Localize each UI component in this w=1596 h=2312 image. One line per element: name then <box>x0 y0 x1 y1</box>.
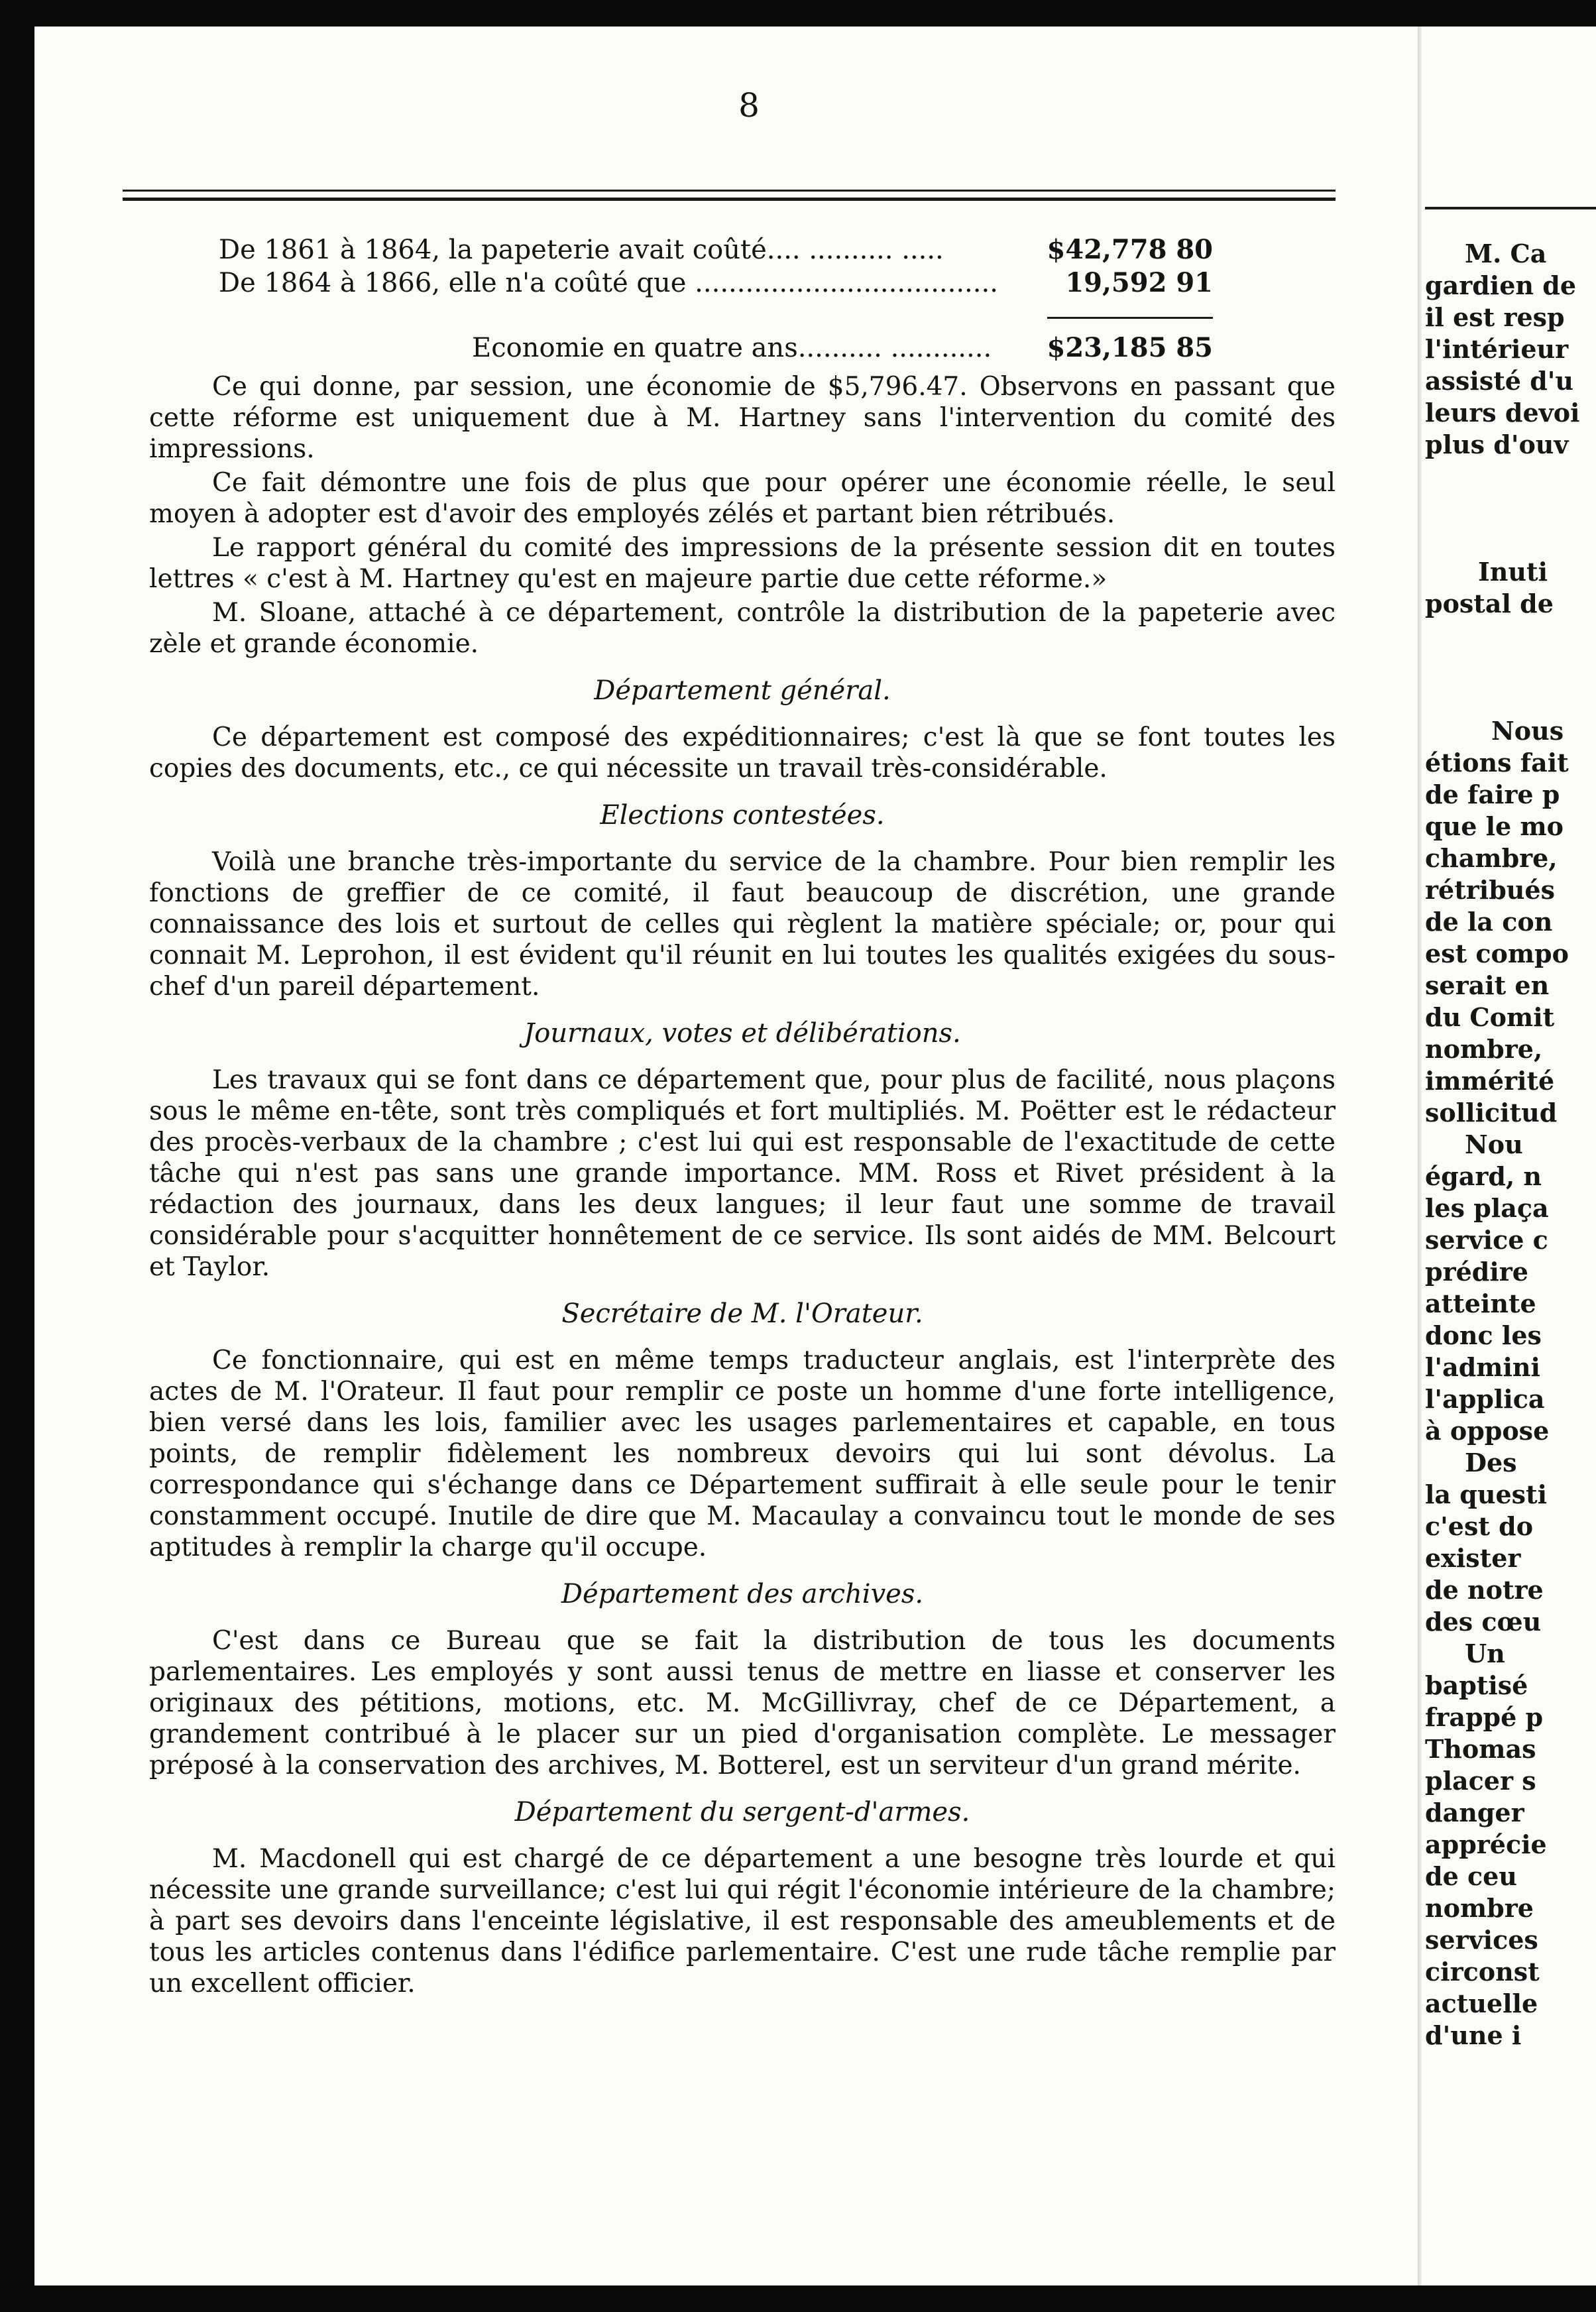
section-heading: Département des archives. <box>561 1579 924 1609</box>
facing-page-text-line: apprécie <box>1425 1829 1547 1859</box>
paragraph: M. Sloane, attaché à ce département, contrôle la distribution de la papeterie avec zèle et grande économie. <box>149 598 1336 659</box>
paragraph: Ce fonctionnaire, qui est en même temps traducteur anglais, est l'interprète des actes de M. l'Orateur. Il faut pour remplir ce poste un homme d'une forte intelligence, bien versé dans les lois, familier avec les usages parlementaires et capable, en tous points, de remplir fidèlement les nombreux devoirs qui lui sont dévolus. La correspondance qui s'échange dans ce Département suffirait à elle seule pour le tenir constamment occupé. Inutile de dire que M. Macaulay a convaincu tout le monde de ses aptitudes à remplir la charge qu'il occupe. <box>149 1346 1336 1562</box>
facing-page-text-line: baptisé <box>1425 1670 1528 1700</box>
facing-page-text-line: Thomas <box>1425 1734 1536 1764</box>
facing-page-text-line: serait en <box>1425 970 1550 1000</box>
facing-page-text-line: Inuti <box>1478 557 1548 587</box>
facing-page-text-line: immérité <box>1425 1066 1555 1096</box>
section-heading: Journaux, votes et délibérations. <box>524 1018 961 1049</box>
facing-page-text-line: de ceu <box>1425 1861 1517 1891</box>
scan-border-top <box>0 0 1596 27</box>
facing-page-text-line: donc les <box>1425 1320 1542 1350</box>
paragraph: C'est dans ce Bureau que se fait la distribution de tous les documents parlementaires. Les employés y sont aussi tenus de mettre en liasse et conserver les originaux des pétitions, motions, etc. M. McGillivray, chef de ce Département, a grandement contribué à le placer sur un pied d'organisation complète. Le messager préposé à la conservation des archives, M. Botterel, est un serviteur d'un grand mérite. <box>149 1626 1336 1780</box>
facing-page-text-line: c'est do <box>1425 1511 1534 1541</box>
scan-border-left <box>0 0 34 2312</box>
paragraph: Ce département est composé des expéditionnaires; c'est là que se font toutes les copies des documents, etc., ce qui nécessite un travail très-considérable. <box>149 722 1336 783</box>
account-line <box>219 233 1213 266</box>
total-rule <box>1047 317 1213 319</box>
facing-page-text-line: postal de <box>1425 589 1554 618</box>
facing-page-text-line: nombre, <box>1425 1034 1543 1064</box>
paragraph: Voilà une branche très-importante du service de la chambre. Pour bien remplir les fonctions de greffier de ce comité, il faut beaucoup de discrétion, une grande connaissance des lois et surtout de celles qui règlent la matière spéciale; or, pour qui connait M. Leprohon, il est évident qu'il réunit en lui toutes les qualités exigées du sous-chef d'un pareil département. <box>149 847 1336 1002</box>
facing-page-text-line: Nous <box>1491 716 1564 746</box>
facing-page-text-line: actuelle <box>1425 1989 1538 2018</box>
facing-page-text-line: frappé p <box>1425 1702 1544 1732</box>
account-amount: $23,185 85 <box>1047 332 1213 363</box>
facing-page-text-line: placer s <box>1425 1766 1536 1796</box>
facing-page-text-line: gardien de <box>1425 270 1576 300</box>
section-heading: Secrétaire de M. l'Orateur. <box>561 1299 923 1329</box>
facing-page-text-line: égard, n <box>1425 1161 1542 1191</box>
facing-page-text-line: d'une i <box>1425 2020 1522 2050</box>
account-label: De 1864 à 1866, elle n'a coûté que .................................... <box>219 268 998 298</box>
facing-page-text-line: de faire p <box>1425 780 1560 809</box>
facing-page-text-line: exister <box>1425 1543 1521 1573</box>
facing-page-text-line: du Comit <box>1425 1002 1555 1032</box>
account-label: De 1861 à 1864, la papeterie avait coûté.... .......... ..... <box>219 235 944 265</box>
facing-page-text-line: plus d'ouv <box>1425 430 1569 459</box>
facing-page-text-line: nombre <box>1425 1893 1534 1923</box>
account-total-line <box>472 331 1213 365</box>
main-text-column <box>149 371 1336 2002</box>
facing-page-text-line: prédire <box>1425 1257 1528 1287</box>
facing-page-text-line: services <box>1425 1925 1538 1955</box>
paragraph: Ce fait démontre une fois de plus que pour opérer une économie réelle, le seul moyen à adopter est d'avoir des employés zélés et partant bien rétribués. <box>149 468 1336 529</box>
paragraph: M. Macdonell qui est chargé de ce département a une besogne très lourde et qui nécessite une grande surveillance; c'est lui qui régit l'économie intérieure de la chambre; à part ses devoirs dans l'enceinte législative, il est responsable des ameublements et de tous les articles contenus dans l'édifice parlementaire. C'est une rude tâche remplie par un excellent officier. <box>149 1844 1336 1998</box>
facing-page-text-line: Un <box>1465 1639 1505 1668</box>
facing-page-text-line: de la con <box>1425 907 1553 937</box>
facing-page-text-line: les plaça <box>1425 1193 1549 1223</box>
facing-page-text-line: sollicitud <box>1425 1098 1558 1127</box>
facing-page-text-line: Des <box>1465 1448 1517 1477</box>
paragraph: Ce qui donne, par session, une économie de $5,796.47. Observons en passant que cette réforme est uniquement due à M. Hartney sans l'intervention du comité des impressions. <box>149 372 1336 464</box>
facing-page-text-line: la questi <box>1425 1479 1548 1509</box>
section-heading: Département du sergent-d'armes. <box>514 1797 970 1827</box>
account-label: Economie en quatre ans.......... ............ <box>472 333 992 363</box>
paragraph: Le rapport général du comité des impressions de la présente session dit en toutes lettres « c'est à M. Hartney qu'est en majeure partie due cette réforme.» <box>149 533 1336 594</box>
scan-border-bottom <box>0 2285 1596 2312</box>
facing-page-fragment <box>1425 0 1596 2259</box>
facing-page-text-line: étions fait <box>1425 748 1569 778</box>
facing-page-text-line: est compo <box>1425 939 1569 968</box>
facing-page-text-line: Nou <box>1465 1129 1523 1159</box>
facing-page-text-line: service c <box>1425 1225 1548 1255</box>
facing-page-text-line: des cœu <box>1425 1607 1542 1637</box>
facing-page-text-line: que le mo <box>1425 811 1564 841</box>
page-gutter <box>1418 27 1422 2285</box>
facing-page-text-line: circonst <box>1425 1957 1540 1987</box>
facing-page-text-line: il est resp <box>1425 302 1565 332</box>
page-number: 8 <box>738 86 760 125</box>
facing-page-text-line: chambre, <box>1425 843 1558 873</box>
facing-page-text-line: leurs devoi <box>1425 398 1580 428</box>
facing-page-text-line: M. Ca <box>1465 239 1547 268</box>
facing-page-text-line: à oppose <box>1425 1416 1550 1446</box>
facing-page-text-line: l'admini <box>1425 1352 1540 1382</box>
account-amount: $42,778 80 <box>1047 234 1213 265</box>
header-rule <box>123 190 1336 192</box>
facing-page-text-line: assisté d'u <box>1425 366 1574 396</box>
header-rule-thick <box>123 198 1336 201</box>
section-heading: Elections contestées. <box>600 800 885 831</box>
account-line <box>219 266 1213 300</box>
facing-page-text-line: de notre <box>1425 1575 1544 1605</box>
paragraph: Les travaux qui se font dans ce département que, pour plus de facilité, nous plaçons sous le même en-tête, sont très compliqués et fort multipliés. M. Poëtter est le rédacteur des procès-verbaux de la chambre ; c'est lui qui est responsable de l'exactitude de cette tâche qui n'est pas sans une grande importance. MM. Ross et Rivet président à la rédaction des journaux, dans les deux langues; il leur faut une somme de travail considérable pour s'acquitter honnêtement de ce service. Ils sont aidés de MM. Belcourt et Taylor. <box>149 1065 1336 1282</box>
facing-page-text-line: l'applica <box>1425 1384 1545 1414</box>
facing-page-text-line: l'intérieur <box>1425 334 1569 364</box>
facing-page-text-line: atteinte <box>1425 1289 1536 1318</box>
facing-page-text-line: danger <box>1425 1798 1524 1827</box>
facing-page-text-line: rétribués <box>1425 875 1555 905</box>
section-heading: Département général. <box>594 675 891 706</box>
account-amount: 19,592 91 <box>1065 267 1213 298</box>
